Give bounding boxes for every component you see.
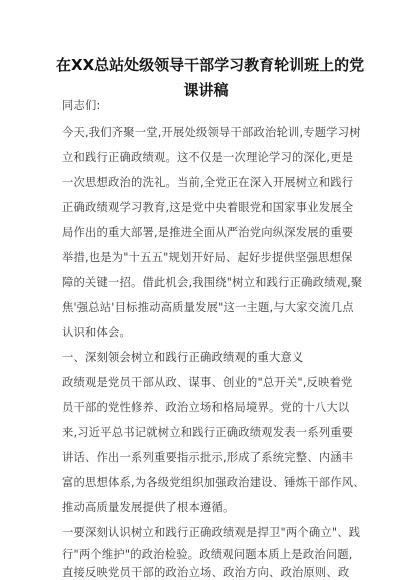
body-line: 讲话、作出一系列重要指示批示,形成了系统完整、内涵丰 <box>62 451 354 464</box>
body-line: 障的关键一招。借此机会,我围绕"树立和践行正确政绩观,聚 <box>62 276 363 289</box>
body-line: 今天,我们齐聚一堂,开展处级领导干部政治轮训,专题学习树 <box>62 126 361 139</box>
body-line: 认识和体会。 <box>62 326 131 339</box>
document-title-line-2: 课讲稿 <box>183 81 229 99</box>
section-heading: 一、深刻领会树立和践行正确政绩观的重大意义 <box>62 351 304 364</box>
salutation: 同志们: <box>62 99 101 112</box>
body-line: 一次思想政治的洗礼。当前,全党正在深入开展树立和践行 <box>62 176 354 189</box>
body-line: 局作出的重大部署,是推进全面从严治党向纵深发展的重要 <box>62 226 354 239</box>
body-line: 直接反映党员干部的政治立场、政治方向、政治原则、政 <box>62 566 350 579</box>
body-line: 政绩观是党员干部从政、谋事、创业的"总开关",反映着党 <box>62 376 353 389</box>
body-line: 富的思想体系,为各级党组织加强政治建设、锤炼干部作风、 <box>62 476 365 489</box>
body-line: 行"两个维护"的政治检验。政绩观问题本质上是政治问题, <box>62 548 353 561</box>
document-title-line-1: 在XX总站处级领导干部学习教育轮训班上的党 <box>56 56 365 74</box>
body-line: 一要深刻认识树立和践行正确政绩观是捍卫"两个确立"、践 <box>62 526 361 539</box>
body-line: 焦'强总站'目标推动高质量发展"这一主题,与大家交流几点 <box>62 301 354 314</box>
body-line: 来,习近平总书记就树立和践行正确政绩观发表一系列重要 <box>62 426 354 439</box>
body-line: 举措,也是为"十五五"规划开好局、起好步提供坚强思想保 <box>62 251 353 264</box>
body-line: 立和践行正确政绩观。这不仅是一次理论学习的深化,更是 <box>62 151 354 164</box>
body-line: 正确政绩观学习教育,这是党中央着眼党和国家事业发展全 <box>62 201 354 214</box>
body-line: 员干部的党性修养、政治立场和格局境界。党的十八大以 <box>62 401 350 414</box>
body-line: 推动高质量发展提供了根本遵循。 <box>62 501 235 514</box>
